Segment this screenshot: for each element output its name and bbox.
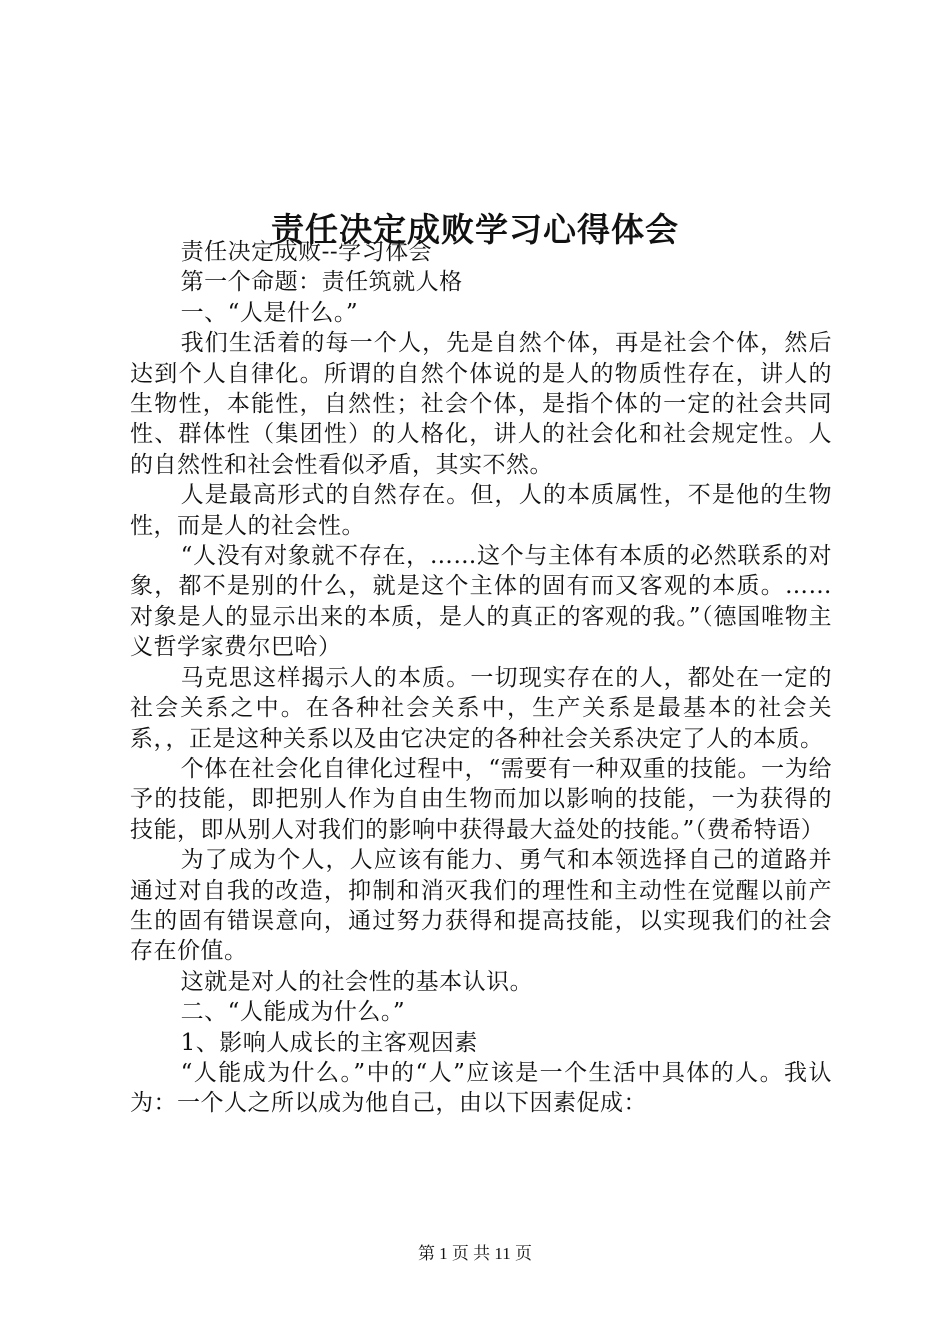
paragraph: 1、影响人成长的主客观因素 [180, 1029, 478, 1056]
paragraph: 第一个命题：责任筑就人格 [180, 269, 463, 296]
paragraph: 责任决定成败--学习体会 [180, 239, 433, 265]
paragraph: “人没有对象就不存在，……这个与主体有本质的必然联系的对象，都不是别的什么，就是这个主体的固有而又客观的本质。……对象是人的显示出来的本质，是人的真正的客观的我。”（德国唯物主义哲学家费尔巴哈） [130, 543, 832, 661]
paragraph: 二、“人能成为什么。” [180, 999, 406, 1026]
paragraph: 人是最高形式的自然存在。但，人的本质属性，不是他的生物性，而是人的社会性。 [130, 482, 832, 539]
paragraph: 我们生活着的每一个人，先是自然个体，再是社会个体，然后达到个人自律化。所谓的自然个体说的是人的物质性存在，讲人的生物性，本能性，自然性；社会个体，是指个体的一定的社会共同性、群体性（集团性）的人格化，讲人的社会化和社会规定性。人的自然性和社会性看似矛盾，其实不然。 [130, 330, 832, 478]
paragraph: “人能成为什么。”中的“人”应该是一个生活中具体的人。我认为：一个人之所以成为他自己，由以下因素促成： [130, 1059, 832, 1117]
document-body [130, 237, 832, 1119]
page-number-footer: 第 1 页 共 11 页 [417, 1244, 533, 1263]
paragraph: 个体在社会化自律化过程中，“需要有一种双重的技能。一为给予的技能，即把别人作为自由生物而加以影响的技能，一为获得的技能，即从别人对我们的影响中获得最大益处的技能。”（费希特语） [130, 755, 832, 843]
paragraph: 一、“人是什么。” [180, 299, 359, 326]
paragraph: 这就是对人的社会性的基本认识。 [180, 968, 534, 995]
paragraph: 为了成为个人，人应该有能力、勇气和本领选择自己的道路并通过对自我的改造，抑制和消灭我们的理性和主动性在觉醒以前产生的固有错误意向，通过努力获得和提高技能，以实现我们的社会存在价值。 [130, 847, 832, 965]
document-title: 责任决定成败学习心得体会 [271, 210, 679, 250]
paragraph: 马克思这样揭示人的本质。一切现实存在的人，都处在一定的社会关系之中。在各种社会关系中，生产关系是最基本的社会关系，，正是这种关系以及由它决定的各种社会关系决定了人的本质。 [130, 664, 832, 752]
